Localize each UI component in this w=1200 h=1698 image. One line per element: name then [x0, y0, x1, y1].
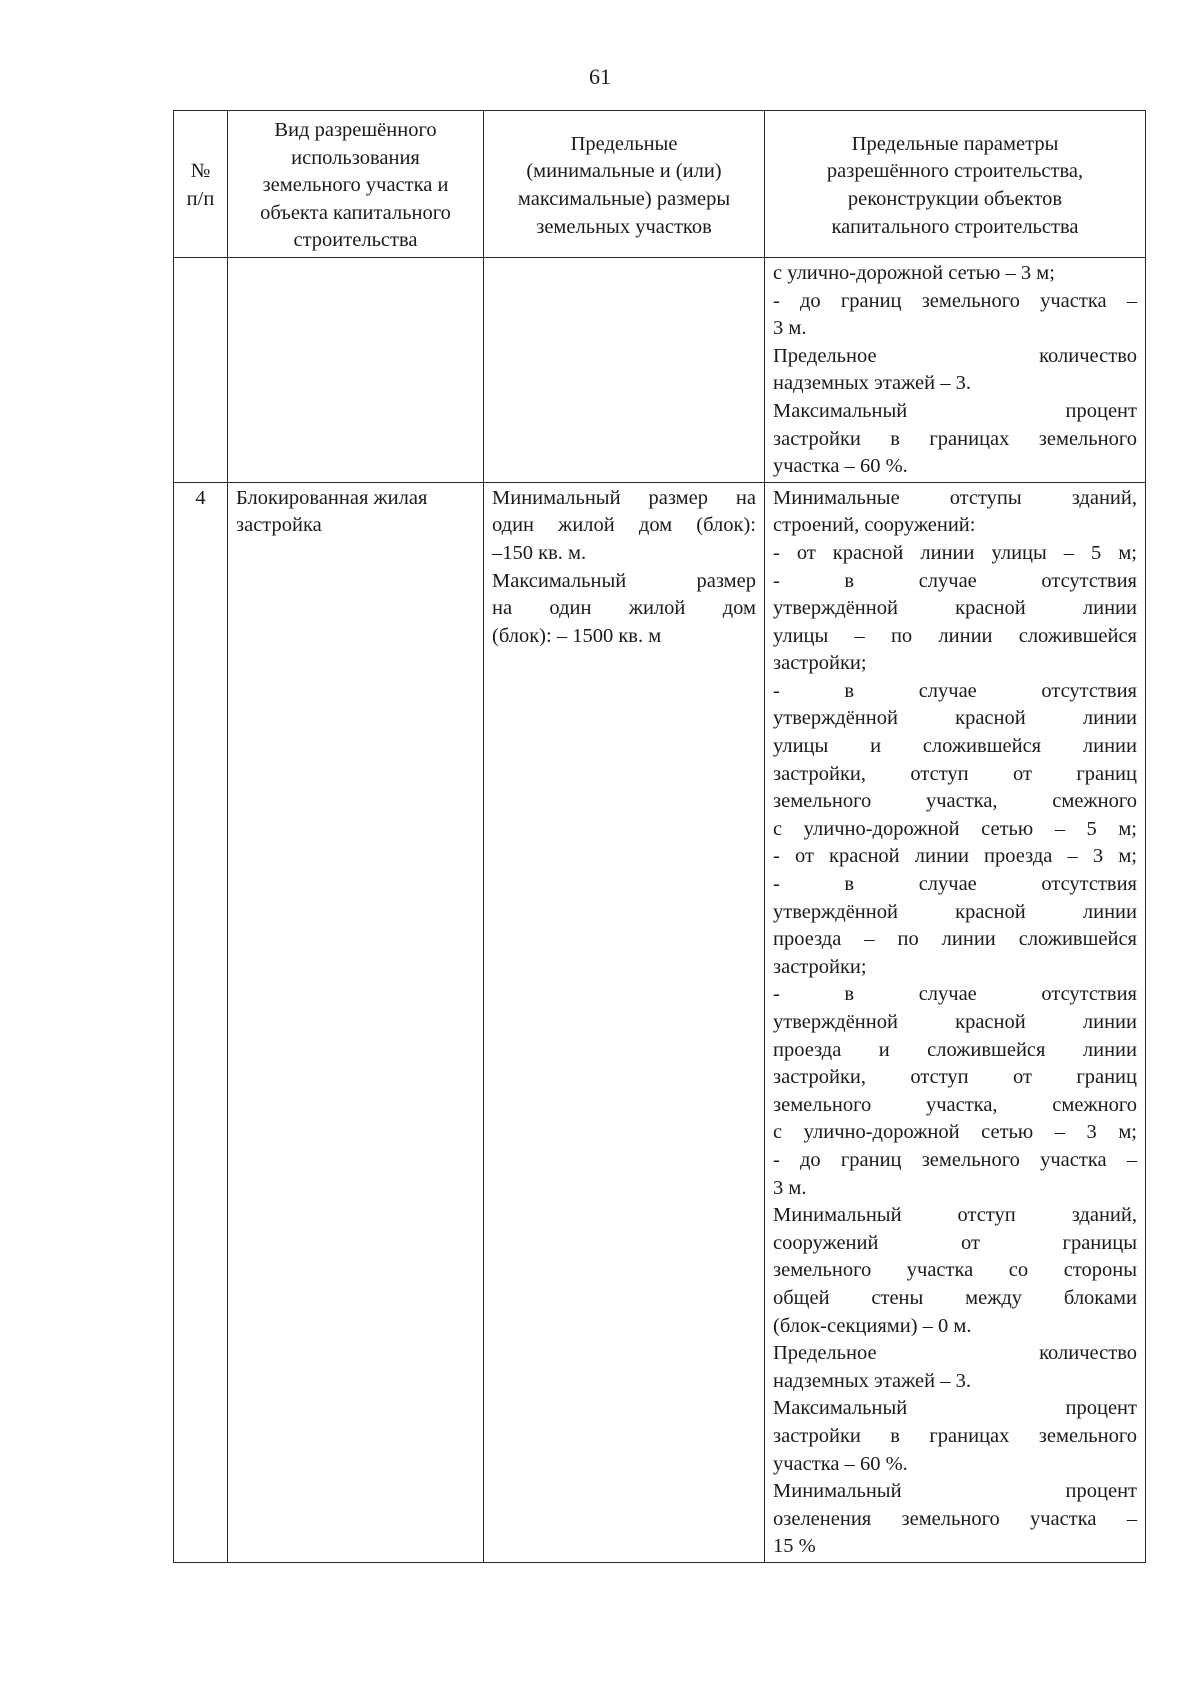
cell-num: [174, 257, 228, 482]
text-line: общей стены между блоками: [773, 1286, 1137, 1309]
text-line: Минимальный размер на: [492, 486, 756, 509]
table-header-row: [174, 111, 1146, 258]
header-num: [174, 111, 228, 258]
text-line: - в случае отсутствия: [773, 679, 1137, 702]
text-line: Максимальный процент: [773, 399, 1137, 422]
text-line: утверждённой красной линии: [773, 707, 1137, 730]
text-line: с улично-дорожной сетью – 5 м;: [773, 817, 1137, 840]
text-line: (блок-секциями) – 0 м.: [773, 1314, 972, 1337]
header-use-line: использования: [291, 146, 420, 169]
text-line: застройки;: [773, 652, 867, 675]
text-line: озеленения земельного участка –: [773, 1507, 1137, 1530]
text-line: Максимальный размер: [492, 569, 756, 592]
text-line: - до границ земельного участка –: [773, 1148, 1137, 1171]
text-line: земельного участка, смежного: [773, 790, 1137, 813]
header-size-line: (минимальные и (или): [526, 160, 722, 183]
text-line: участка – 60 %.: [773, 455, 908, 478]
text-line: застройки в границах земельного: [773, 1424, 1137, 1447]
text-line: один жилой дом (блок):: [492, 514, 756, 537]
text-line: застройки;: [773, 955, 867, 978]
cell-plot-size: [484, 482, 765, 1562]
text-line: Минимальный процент: [773, 1480, 1137, 1503]
text-line: Минимальный отступ зданий,: [773, 1204, 1137, 1227]
text-line: с улично-дорожной сетью – 3 м;: [773, 261, 1055, 284]
text-line: застройка: [236, 514, 322, 537]
text-line: на один жилой дом: [492, 597, 756, 620]
text-line: надземных этажей – 3.: [773, 1369, 971, 1392]
header-num-line: п/п: [186, 187, 215, 210]
text-line: застройки, отступ от границ: [773, 762, 1137, 785]
header-params-line: разрешённого строительства,: [826, 160, 1084, 183]
table-row: [174, 482, 1146, 1562]
text-line: - в случае отсутствия: [773, 569, 1137, 592]
text-line: застройки, отступ от границ: [773, 1066, 1137, 1089]
text-line: земельного участка, смежного: [773, 1093, 1137, 1116]
text-line: проезда и сложившейся линии: [773, 1038, 1137, 1061]
text-line: сооружений от границы: [773, 1231, 1137, 1254]
text-line: строений, сооружений:: [773, 514, 976, 537]
cell-build-params: [765, 482, 1146, 1562]
text-line: надземных этажей – 3.: [773, 372, 971, 395]
header-params-line: реконструкции объектов: [847, 187, 1063, 210]
text-line: участка – 60 %.: [773, 1452, 908, 1475]
cell-use-type: [228, 257, 484, 482]
table-row: [174, 257, 1146, 482]
text-line: улицы и сложившейся линии: [773, 735, 1137, 758]
text-line: Блокированная жилая: [236, 486, 428, 509]
text-line: проезда – по линии сложившейся: [773, 928, 1137, 951]
cell-plot-size: [484, 257, 765, 482]
text-line: Предельное количество: [773, 344, 1137, 367]
text-line: (блок): – 1500 кв. м: [492, 624, 662, 647]
cell-build-params: [765, 257, 1146, 482]
text-line: - в случае отсутствия: [773, 983, 1137, 1006]
text-line: Минимальные отступы зданий,: [773, 486, 1137, 509]
header-params-line: капитального строительства: [831, 215, 1079, 238]
header-size-line: земельных участков: [536, 215, 712, 238]
page-number: 61: [589, 64, 611, 89]
text-line: - от красной линии проезда – 3 м;: [773, 845, 1137, 868]
text-line: –150 кв. м.: [492, 541, 587, 564]
cell-use-type: [228, 482, 484, 1562]
text-line: улицы – по линии сложившейся: [773, 624, 1137, 647]
header-build-params: [765, 111, 1146, 258]
header-use-type: [228, 111, 484, 258]
text-line: Предельное количество: [773, 1342, 1137, 1365]
header-plot-size: [484, 111, 765, 258]
header-use-line: объекта капитального: [260, 201, 451, 224]
text-line: Максимальный процент: [773, 1397, 1137, 1420]
header-use-line: строительства: [293, 229, 418, 252]
text-line: земельного участка со стороны: [773, 1259, 1137, 1282]
text-line: утверждённой красной линии: [773, 900, 1137, 923]
text-line: 3 м.: [773, 1176, 807, 1199]
text-line: - от красной линии улицы – 5 м;: [773, 541, 1137, 564]
text-line: 15 %: [773, 1535, 816, 1558]
header-size-line: Предельные: [570, 132, 678, 155]
header-size-line: максимальные) размеры: [517, 187, 731, 210]
parameters-table: [173, 110, 1146, 1563]
header-num-line: №: [190, 160, 211, 183]
header-params-line: Предельные параметры: [851, 132, 1059, 155]
cell-num: 4: [174, 482, 228, 1562]
text-line: - в случае отсутствия: [773, 873, 1137, 896]
text-line: застройки в границах земельного: [773, 427, 1137, 450]
header-use-line: земельного участка и: [262, 174, 449, 197]
text-line: - до границ земельного участка –: [773, 289, 1137, 312]
text-line: с улично-дорожной сетью – 3 м;: [773, 1121, 1137, 1144]
header-use-line: Вид разрешённого: [274, 119, 437, 141]
text-line: 3 м.: [773, 317, 807, 340]
text-line: утверждённой красной линии: [773, 1011, 1137, 1033]
text-line: утверждённой красной линии: [773, 597, 1137, 620]
